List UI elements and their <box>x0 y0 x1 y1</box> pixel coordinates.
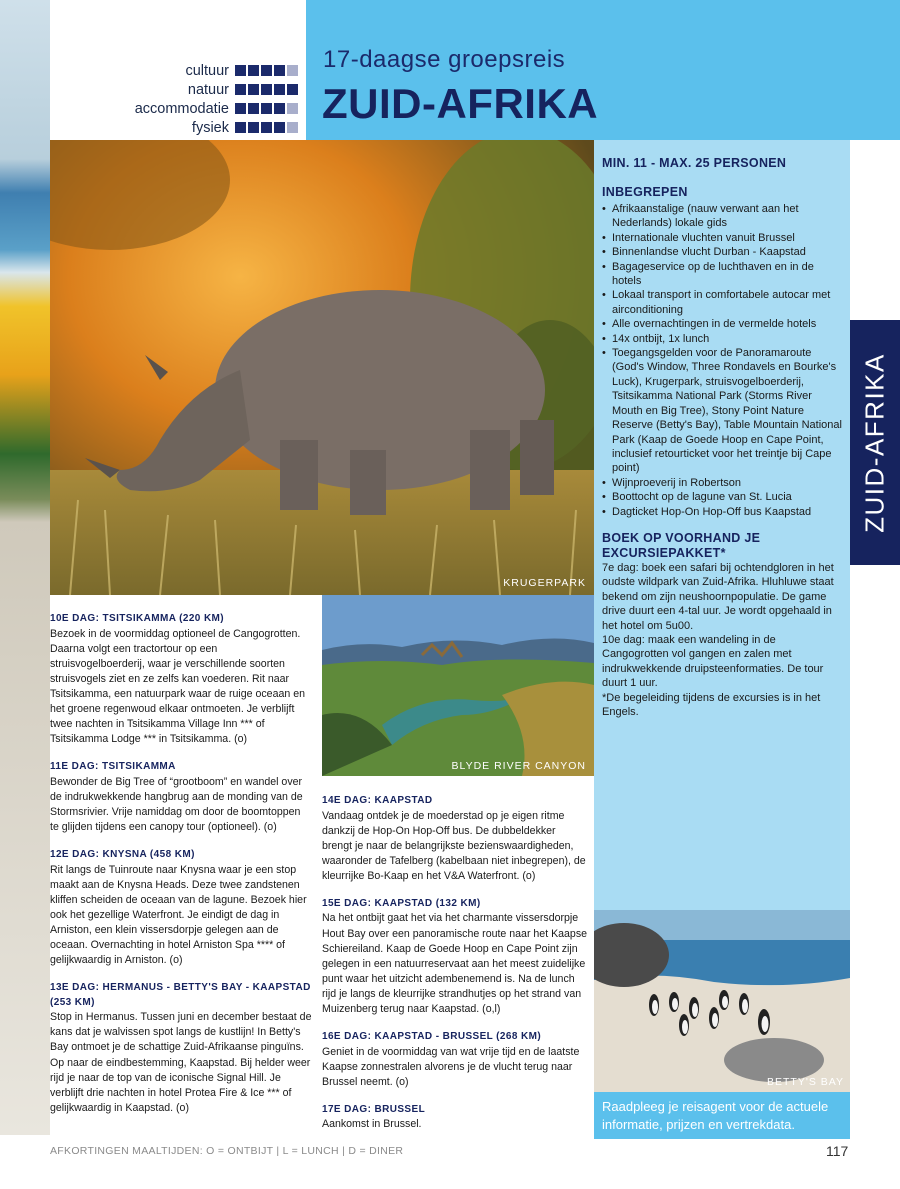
included-heading: INBEGREPEN <box>602 185 688 199</box>
day-description: Stop in Hermanus. Tussen juni en december bestaat de kans dat je walvissen spot langs de kustlijn! In Betty's Bay ontmoet je de schattige Zuid-Afrikaanse pinguïns. Op naar de eindbestemming, Kaapstad. Bij helder weer rijd je naar de top van de iconische Signal Hill. Je verblijft drie nachten in hotel Protea Fire & Ice *** of gelijkwaardig in Kaapstad. (o) <box>50 1011 312 1114</box>
rating-row <box>135 99 298 118</box>
rating-square-empty <box>287 65 298 76</box>
rating-square-filled <box>248 103 259 114</box>
country-side-tab <box>850 320 900 565</box>
included-item: • Binnenlandse vlucht Durban - Kaapstad <box>602 245 844 259</box>
day-description: Geniet in de voormiddag van wat vrije tijd en de laatste Kaapse zonnestralen alvorens je de vlucht terug naar Brussel neemt. (o) <box>322 1045 580 1088</box>
rating-square-empty <box>287 103 298 114</box>
rating-label: natuur <box>187 81 229 98</box>
rating-square-filled <box>261 65 272 76</box>
rhino-illustration <box>50 140 594 595</box>
rating-square-filled <box>235 65 246 76</box>
trip-subtitle: 17-daagse groepsreis <box>323 46 566 73</box>
itinerary-day <box>50 848 312 968</box>
excursion-text-3: *De begeleiding tijdens de excursies is in het Engels. <box>602 691 821 718</box>
adjacent-page-photo-strip <box>0 0 50 1135</box>
rating-square-filled <box>235 103 246 114</box>
rating-square-filled <box>274 103 285 114</box>
rating-label: cultuur <box>185 62 229 79</box>
rating-square-filled <box>261 122 272 133</box>
included-item: • Afrikaanstalige (nauw verwant aan het Nederlands) lokale gids <box>602 202 844 231</box>
itinerary-day <box>322 1103 588 1133</box>
included-item: • Lokaal transport in comfortabele autocar met airconditioning <box>602 288 844 317</box>
day-title: 16E DAG: KAAPSTAD - BRUSSEL (268 KM) <box>322 1031 542 1043</box>
excursion-text-2: 10e dag: maak een wandeling in de Cangogrotten vol gangen en zalen met indrukwekkende druipsteenformaties. De tour duurt 1 uur. <box>602 633 824 690</box>
included-item: • Toegangsgelden voor de Panoramaroute (God's Window, Three Rondavels en Bourke's Luck), Krugerpark, struisvogelboerderij, Tsitsikamma National Park (Storms River Mouth en Big Tree), Stony Point Nature Reserve (Betty's Bay), Table Mountain National Park (Kaap de Goede Hoop en Cape Point, inclusief retourticket voor het treintje bij Cape point) <box>602 346 844 476</box>
page-title: ZUID-AFRIKA <box>322 80 599 127</box>
day-description: Rit langs de Tuinroute naar Knysna waar je een stop maakt aan de Knysna Heads. Deze twee zandstenen kliffen scheiden de oceaan van de lagune. Bezoek hier ook het gezellige Waterfront. Je eindigt de dag in Arniston, een klein vissersdorpje gelegen aan de oceaan. Overnachting in hotel Arniston Spa **** of gelijkwaardig in Arniston. (o) <box>50 863 307 967</box>
rating-square-filled <box>274 122 285 133</box>
day-description: Bewonder de Big Tree of “grootboom” en wandel over de indrukwekkende hangbrug aan de monding van de Stormsrivier. Vrije namiddag om door de boomtoppen te glijden tijdens een canopy tour (optioneel). (o) <box>50 775 303 834</box>
rating-square-filled <box>261 84 272 95</box>
info-sidebar <box>594 140 850 910</box>
rating-square-filled <box>274 84 285 95</box>
day-title: 15E DAG: KAAPSTAD (132 KM) <box>322 897 481 909</box>
itinerary-day <box>322 794 588 884</box>
itinerary-day <box>322 897 588 1017</box>
penguin-photo <box>594 910 850 1092</box>
rating-square-filled <box>261 103 272 114</box>
excursion-text-1: 7e dag: boek een safari bij ochtendgloren in het oudste wildpark van Zuid-Afrika. Hluhluwe staat bekend om zijn neushoornpopulatie. De game drive duurt een 4-tal uur. Je wordt opgehaald in het hotel om 5u00. <box>602 561 834 632</box>
day-title: 17E DAG: BRUSSEL <box>322 1103 426 1115</box>
notice-text: Raadpleeg je reisagent voor de actuele informatie, prijzen en vertrekdata. <box>602 1099 829 1132</box>
rating-row <box>135 80 298 99</box>
canyon-illustration <box>322 595 594 776</box>
itinerary-day <box>50 760 312 835</box>
included-item: • Dagticket Hop-On Hop-Off bus Kaapstad <box>602 505 844 519</box>
page-number: 117 <box>826 1143 849 1159</box>
rating-squares <box>235 84 298 95</box>
itinerary-day <box>322 1030 588 1090</box>
itinerary-day <box>50 981 312 1116</box>
itinerary-day <box>50 612 312 747</box>
included-item: • Internationale vluchten vanuit Brussel <box>602 231 844 245</box>
rating-list <box>135 61 298 137</box>
rating-square-filled <box>248 65 259 76</box>
included-item: • 14x ontbijt, 1x lunch <box>602 332 844 346</box>
rating-square-filled <box>248 122 259 133</box>
itinerary-mid-column <box>322 794 588 1146</box>
rhino-caption: KRUGERPARK <box>503 577 586 589</box>
itinerary-left-column <box>50 612 312 1129</box>
day-title: 12E DAG: KNYSNA (458 KM) <box>50 849 195 861</box>
rating-squares <box>235 65 298 76</box>
included-item: • Alle overnachtingen in de vermelde hotels <box>602 317 844 331</box>
day-title: 13E DAG: HERMANUS - BETTY'S BAY - KAAPSTAD (253 KM) <box>50 982 311 1008</box>
rating-square-filled <box>274 65 285 76</box>
rating-square-filled <box>248 84 259 95</box>
rating-square-filled <box>235 84 246 95</box>
rating-square-filled <box>287 84 298 95</box>
rating-square-empty <box>287 122 298 133</box>
day-description: Aankomst in Brussel. <box>322 1118 422 1131</box>
day-title: 14E DAG: KAAPSTAD <box>322 795 433 806</box>
day-description: Na het ontbijt gaat het via het charmante vissersdorpje Hout Bay over een panoramische route naar het Kaapse Schiereiland. Kaap de Goede Hoop en Cape Point zijn gelegen in een natuurreservaat aan het meest zuidelijke punt waar het uitzicht adembenemend is. Na de lunch rijd je langs de kleurrijke strandhutjes op het strand van Muizenberg terug naar Kaapstad. (o,l) <box>322 912 588 1016</box>
rating-squares <box>235 103 298 114</box>
day-title: 11E DAG: TSITSIKAMMA <box>50 761 176 773</box>
penguin-illustration <box>594 910 850 1092</box>
rating-row <box>135 61 298 80</box>
rating-row <box>135 118 298 137</box>
penguin-caption: BETTY'S BAY <box>767 1076 844 1088</box>
meal-abbreviations: AFKORTINGEN MAALTIJDEN: O = ONTBIJT | L = LUNCH | D = DINER <box>50 1145 404 1157</box>
day-title: 10E DAG: TSITSIKAMMA (220 KM) <box>50 613 225 624</box>
rating-label: fysiek <box>191 119 229 136</box>
included-item: • Wijnproeverij in Robertson <box>602 476 844 490</box>
rating-label: accommodatie <box>134 100 229 117</box>
included-list <box>602 202 844 519</box>
day-description: Vandaag ontdek je de moederstad op je eigen ritme dankzij de Hop-On Hop-Off bus. De dubbeldekker brengt je naar de belangrijkste bezienswaardigheden, waaronder de Tafelberg (kabelbaan niet inbegrepen), de kleurrijke Bo-Kaap en het V&A Waterfront. (o) <box>322 809 586 882</box>
group-size: MIN. 11 - MAX. 25 PERSONEN <box>602 156 787 170</box>
ratings-panel <box>50 0 306 140</box>
rhino-photo <box>50 140 594 595</box>
canyon-photo <box>322 595 594 776</box>
side-tab-label: ZUID-AFRIKA <box>859 352 890 533</box>
rating-squares <box>235 122 298 133</box>
day-description: Bezoek in de voormiddag optioneel de Cangogrotten. Daarna volgt een tractortour op een struisvogelboerderij, waar je verschillende soorten struisvogels ziet en ze zelfs kan voederen. Rit naar Tsitsikamma, een natuurpark waar de ruige oceaan en het groene regenwoud elkaar ontmoeten. Je verblijft twee nachten in Tsitsikamma Village Inn *** of Tsitsikamma Lodge *** in Tsitsikamma. (o) <box>50 627 305 746</box>
canyon-caption: BLYDE RIVER CANYON <box>451 760 586 772</box>
rating-square-filled <box>235 122 246 133</box>
excursion-heading: BOEK OP VOORHAND JE EXCURSIEPAKKET* <box>602 530 761 560</box>
included-item: • Bagageservice op de luchthaven en in de hotels <box>602 260 844 289</box>
travel-agent-notice <box>594 1092 850 1139</box>
included-item: • Boottocht op de lagune van St. Lucia <box>602 490 844 504</box>
title-banner <box>306 0 900 140</box>
